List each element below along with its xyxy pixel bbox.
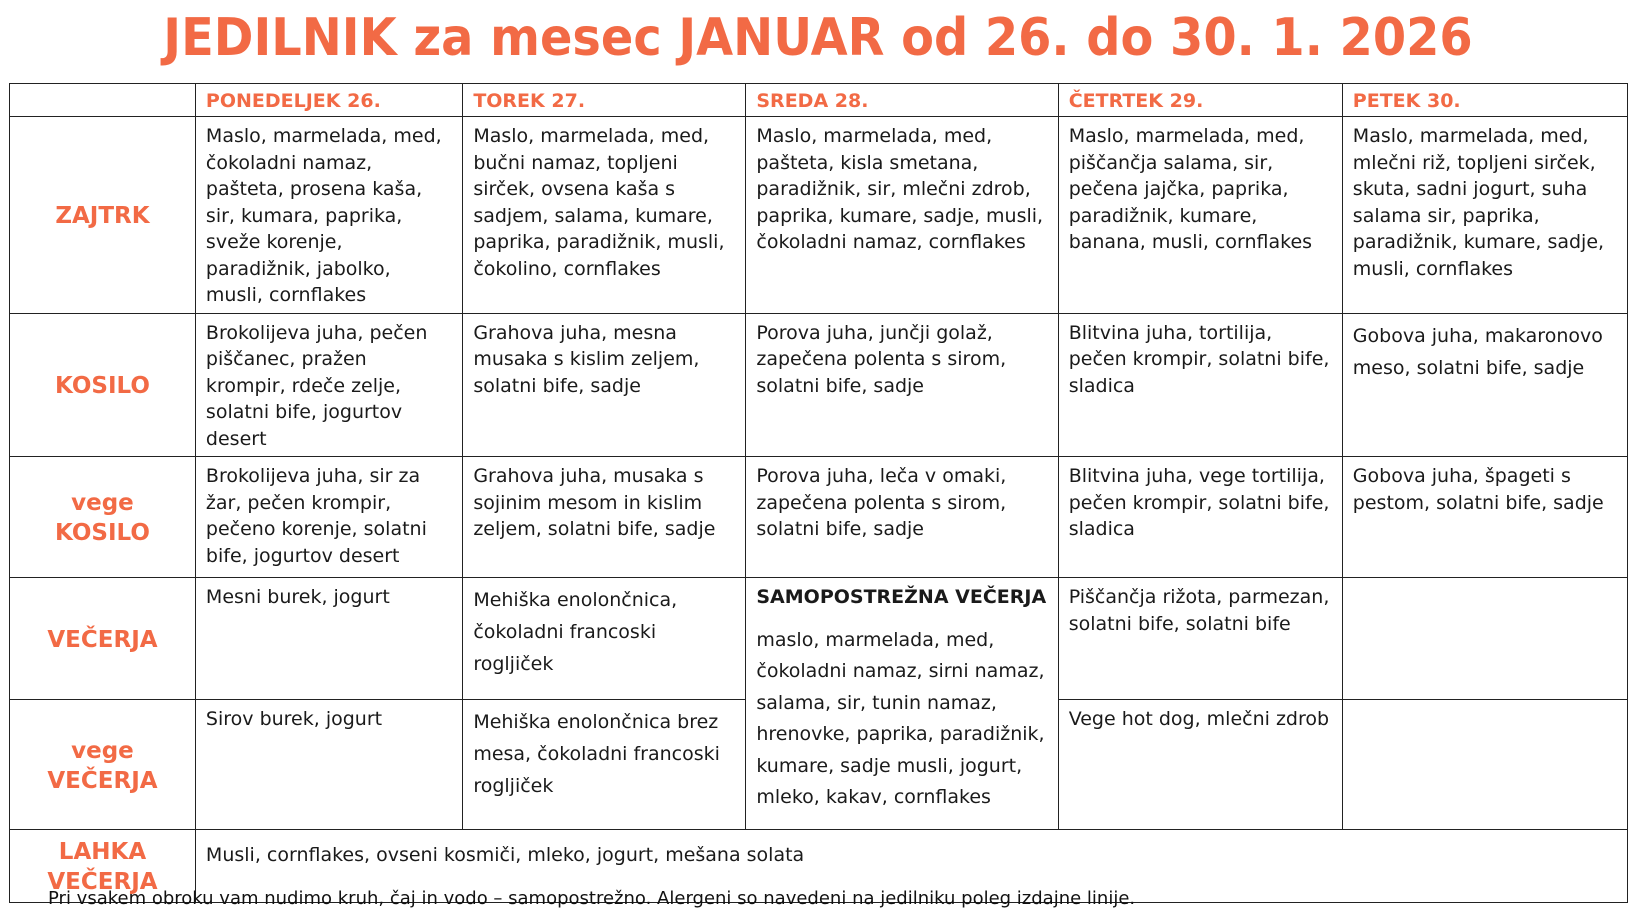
kosilo-thursday: Blitvina juha, tortilija, pečen krompir, solatni bife, sladica	[1058, 313, 1342, 457]
vege-vecerja-monday: Sirov burek, jogurt	[195, 700, 462, 830]
zajtrk-friday: Maslo, marmelada, med, mlečni riž, topljeni sirček, skuta, sadni jogurt, suha salama sir, paprika, paradižnik, kumare, sadje, musli, cornflakes	[1342, 117, 1627, 314]
kosilo-wednesday: Porova juha, junčji golaž, zapečena polenta s sirom, solatni bife, sadje	[746, 313, 1058, 457]
meal-label-vege-kosilo-line1: vege	[71, 490, 134, 516]
vege-vecerja-thursday: Vege hot dog, mlečni zdrob	[1058, 700, 1342, 830]
corner-cell	[10, 84, 196, 117]
day-wednesday: SREDA 28.	[746, 84, 1058, 117]
day-tuesday: TOREK 27.	[463, 84, 746, 117]
footer-note: Pri vsakem obroku vam nudimo kruh, čaj in vodo – samopostrežno. Alergeni so navedeni na jedilniku poleg izdajne linije.	[48, 888, 1136, 909]
vecerja-tuesday: Mehiška enolončnica, čokoladni francoski rogljiček	[463, 578, 746, 700]
row-kosilo	[10, 313, 1628, 457]
meal-label-vege-vecerja	[10, 700, 196, 830]
kosilo-monday: Brokolijeva juha, pečen piščanec, pražen krompir, rdeče zelje, solatni bife, jogurtov desert	[195, 313, 462, 457]
samopostrezna-title: SAMOPOSTREŽNA VEČERJA	[756, 586, 1047, 608]
vege-kosilo-tuesday: Grahova juha, musaka s sojinim mesom in kislim zeljem, solatni bife, sadje	[463, 457, 746, 578]
meal-label-lahka-vecerja-line2: VEČERJA	[47, 869, 158, 895]
meal-label-zajtrk: ZAJTRK	[10, 117, 196, 314]
vege-kosilo-monday: Brokolijeva juha, sir za žar, pečen krompir, pečeno korenje, solatni bife, jogurtov desert	[195, 457, 462, 578]
kosilo-friday: Gobova juha, makaronovo meso, solatni bife, sadje	[1342, 313, 1627, 457]
kosilo-tuesday: Grahova juha, mesna musaka s kislim zeljem, solatni bife, sadje	[463, 313, 746, 457]
vege-kosilo-friday: Gobova juha, špageti s pestom, solatni bife, sadje	[1342, 457, 1627, 578]
lahka-vecerja-all-days: Musli, cornflakes, ovseni kosmiči, mleko, jogurt, mešana solata	[195, 830, 1627, 903]
vecerja-monday: Mesni burek, jogurt	[195, 578, 462, 700]
row-zajtrk	[10, 117, 1628, 314]
page-title: JEDILNIK za mesec JANUAR od 26. do 30. 1. 2026	[163, 8, 1473, 68]
row-vege-kosilo	[10, 457, 1628, 578]
day-friday: PETEK 30.	[1342, 84, 1627, 117]
day-thursday: ČETRTEK 29.	[1058, 84, 1342, 117]
zajtrk-thursday: Maslo, marmelada, med, piščančja salama, sir, pečena jajčka, paprika, paradižnik, kumare, banana, musli, cornflakes	[1058, 117, 1342, 314]
vecerja-thursday: Piščančja rižota, parmezan, solatni bife, solatni bife	[1058, 578, 1342, 700]
vege-kosilo-thursday: Blitvina juha, vege tortilija, pečen krompir, solatni bife, sladica	[1058, 457, 1342, 578]
samopostrezna-text: maslo, marmelada, med, čokoladni namaz, sirni namaz, salama, sir, tunin namaz, hrenovke, paprika, paradižnik, kumare, sadje musli, jogurt, mleko, kakav, cornflakes	[756, 628, 1045, 808]
meal-label-kosilo: KOSILO	[10, 313, 196, 457]
header-row	[10, 84, 1628, 117]
day-monday: PONEDELJEK 26.	[195, 84, 462, 117]
zajtrk-wednesday: Maslo, marmelada, med, pašteta, kisla smetana, paradižnik, sir, mlečni zdrob, paprika, kumare, sadje, musli, čokoladni namaz, cornflakes	[746, 117, 1058, 314]
meal-label-vege-kosilo-line2: KOSILO	[55, 520, 150, 546]
meal-label-lahka-vecerja-line1: LAHKA	[58, 839, 147, 865]
meal-label-vege-vecerja-line2: VEČERJA	[47, 767, 158, 794]
vege-vecerja-friday	[1342, 700, 1627, 830]
meal-label-vege-kosilo	[10, 457, 196, 578]
samopostrezna-vecerja-cell	[746, 578, 1058, 830]
row-vecerja	[10, 578, 1628, 700]
vege-vecerja-tuesday: Mehiška enolončnica brez mesa, čokoladni francoski rogljiček	[463, 700, 746, 830]
meal-label-vege-vecerja-line1: vege	[71, 737, 134, 764]
menu-table	[9, 83, 1628, 903]
zajtrk-monday: Maslo, marmelada, med, čokoladni namaz, pašteta, prosena kaša, sir, kumara, paprika, sveže korenje, paradižnik, jabolko, musli, cornflakes	[195, 117, 462, 314]
zajtrk-tuesday: Maslo, marmelada, med, bučni namaz, topljeni sirček, ovsena kaša s sadjem, salama, kumare, paprika, paradižnik, musli, čokolino, cornflakes	[463, 117, 746, 314]
meal-label-vecerja: VEČERJA	[10, 578, 196, 700]
vecerja-friday	[1342, 578, 1627, 700]
vege-kosilo-wednesday: Porova juha, leča v omaki, zapečena polenta s sirom, solatni bife, sadje	[746, 457, 1058, 578]
